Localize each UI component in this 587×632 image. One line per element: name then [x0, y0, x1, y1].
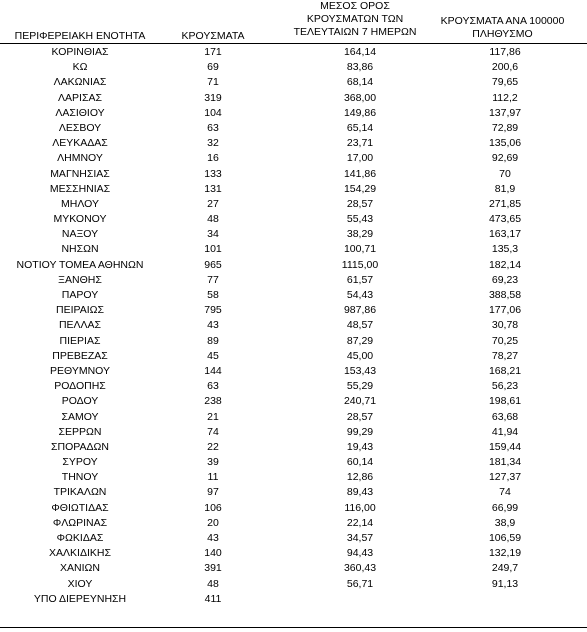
cell-7day-average: 240,71 — [343, 395, 377, 408]
cell-region-unit: ΡΕΘΥΜΝΟΥ — [49, 364, 110, 377]
cell-cases-per-100k: 66,99 — [491, 501, 519, 514]
cell-cases: 58 — [207, 289, 219, 301]
cell-cases: 101 — [204, 243, 222, 256]
header-region-unit — [0, 30, 160, 43]
cell-cases: 43 — [207, 532, 219, 544]
cell-region-unit: ΤΡΙΚΑΛΩΝ — [53, 486, 107, 499]
cell-region-unit: ΜΗΛΟΥ — [61, 197, 99, 210]
cell-cases-per-100k: 177,06 — [488, 304, 522, 317]
cell-7day-average: 22,14 — [346, 516, 374, 529]
cell-cases: 965 — [204, 258, 222, 271]
table-row — [0, 440, 587, 455]
cell-region-unit: ΛΑΡΙΣΑΣ — [58, 91, 102, 104]
cell-7day-average: 164,14 — [343, 46, 377, 58]
table-row — [0, 121, 587, 136]
cell-cases-per-100k: 182,14 — [488, 258, 522, 271]
table-row — [0, 303, 587, 318]
cell-7day-average: 38,29 — [346, 228, 374, 241]
table-row — [0, 227, 587, 242]
cell-cases: 97 — [207, 486, 219, 499]
table-row — [0, 318, 587, 333]
table-row — [0, 151, 587, 166]
cell-cases: 32 — [207, 137, 219, 150]
cell-7day-average: 87,29 — [346, 334, 374, 347]
cell-7day-average: 12,86 — [346, 471, 374, 484]
cell-cases-per-100k: 30,78 — [491, 319, 519, 332]
cell-region-unit: ΝΟΤΙΟΥ ΤΟΜΕΑ ΑΘΗΝΩΝ — [16, 258, 144, 271]
cell-region-unit: ΡΟΔΟΠΗΣ — [54, 380, 106, 393]
cell-region-unit: ΥΠΟ ΔΙΕΡΕΥΝΗΣΗ — [33, 592, 127, 605]
cell-cases: 238 — [204, 395, 222, 408]
cell-7day-average: 17,00 — [346, 152, 374, 165]
cell-cases: 48 — [207, 213, 219, 226]
cell-cases: 89 — [207, 334, 219, 347]
cell-cases: 140 — [204, 547, 222, 560]
cell-cases-per-100k: 106,59 — [488, 532, 522, 544]
table-row — [0, 334, 587, 349]
cell-7day-average: 149,86 — [343, 106, 377, 119]
cell-7day-average: 65,14 — [346, 121, 374, 134]
cell-7day-average: 60,14 — [346, 456, 374, 469]
cell-cases: 171 — [204, 46, 222, 58]
table-row — [0, 470, 587, 485]
cell-cases: 391 — [204, 562, 222, 575]
table-row — [0, 364, 587, 379]
header-7day-average-line2: ΚΡΟΥΣΜΑΤΩΝ ΤΩΝ — [306, 13, 404, 25]
table-row — [0, 531, 587, 546]
table-row — [0, 91, 587, 106]
cell-cases: 144 — [204, 364, 222, 377]
cell-region-unit: ΣΠΟΡΑΔΩΝ — [51, 440, 109, 453]
cell-cases-per-100k: 74 — [499, 486, 511, 499]
cell-cases-per-100k: 117,86 — [489, 46, 521, 58]
cell-cases-per-100k: 135,3 — [491, 243, 519, 256]
table-row — [0, 197, 587, 212]
cell-region-unit: ΛΕΣΒΟΥ — [58, 121, 102, 134]
cell-region-unit: ΠΑΡΟΥ — [61, 289, 99, 301]
table-row — [0, 258, 587, 273]
table-row — [0, 516, 587, 531]
header-7day-average-line1: ΜΕΣΟΣ ΟΡΟΣ — [320, 0, 390, 12]
table-row — [0, 485, 587, 500]
cell-region-unit: ΧΑΝΙΩΝ — [60, 562, 100, 575]
cell-cases-per-100k: 473,65 — [488, 213, 522, 226]
cell-region-unit: ΝΗΣΩΝ — [61, 243, 99, 256]
cell-cases: 74 — [207, 425, 219, 438]
cell-cases-per-100k: 181,34 — [488, 456, 522, 469]
cell-cases: 22 — [207, 440, 219, 453]
cell-7day-average: 1115,00 — [341, 258, 379, 271]
table-bottom-divider — [0, 627, 587, 628]
cell-7day-average: 153,43 — [343, 364, 377, 377]
cell-7day-average: 154,29 — [343, 182, 377, 195]
cell-region-unit: ΠΡΕΒΕΖΑΣ — [52, 349, 108, 362]
table-row — [0, 379, 587, 394]
cell-cases-per-100k: 200,6 — [491, 61, 519, 74]
cell-region-unit: ΧΙΟΥ — [67, 577, 93, 590]
cell-7day-average: 987,86 — [343, 304, 377, 317]
cell-cases-per-100k: 69,23 — [491, 273, 519, 286]
table-row — [0, 60, 587, 75]
cell-cases: 48 — [207, 577, 219, 590]
cell-7day-average: 54,43 — [346, 289, 374, 301]
cell-region-unit: ΝΑΞΟΥ — [61, 228, 99, 241]
cell-region-unit: ΛΕΥΚΑΔΑΣ — [52, 137, 108, 150]
table-row — [0, 273, 587, 288]
cell-region-unit: ΚΩ — [72, 61, 88, 74]
cell-region-unit: ΣΕΡΡΩΝ — [58, 425, 102, 438]
table-row — [0, 394, 587, 409]
cell-cases: 69 — [207, 61, 219, 74]
cell-7day-average: 94,43 — [346, 547, 374, 560]
cell-region-unit: ΠΕΙΡΑΙΩΣ — [56, 304, 104, 317]
cell-7day-average: 89,43 — [346, 486, 374, 499]
header-divider — [0, 43, 587, 44]
table-row — [0, 577, 587, 592]
cell-7day-average: 83,86 — [346, 61, 374, 74]
cell-region-unit: ΦΩΚΙΔΑΣ — [56, 532, 104, 544]
cell-cases-per-100k: 163,17 — [488, 228, 522, 241]
cell-7day-average: 68,14 — [346, 76, 374, 89]
cell-7day-average: 45,00 — [346, 349, 374, 362]
header-cases-per-100k-line1: ΚΡΟΥΣΜΑΤΑ ΑΝΑ 100000 — [440, 15, 565, 27]
cell-cases: 20 — [207, 516, 219, 529]
table-row — [0, 167, 587, 182]
cell-cases-per-100k: 388,58 — [488, 289, 522, 301]
cell-cases-per-100k: 249,7 — [491, 562, 519, 575]
cell-cases-per-100k: 168,21 — [488, 364, 522, 377]
cell-region-unit: ΧΑΛΚΙΔΙΚΗΣ — [49, 547, 111, 560]
table-row — [0, 106, 587, 121]
table-row — [0, 288, 587, 303]
cell-cases-per-100k: 92,69 — [491, 152, 519, 165]
cell-region-unit: ΛΗΜΝΟΥ — [57, 152, 103, 165]
cell-cases: 34 — [207, 228, 219, 241]
cell-region-unit: ΡΟΔΟΥ — [61, 395, 99, 408]
table-row — [0, 561, 587, 576]
table-row — [0, 592, 587, 607]
cell-region-unit: ΣΥΡΟΥ — [62, 456, 98, 469]
cell-cases-per-100k: 70,25 — [491, 334, 519, 347]
cell-cases: 319 — [204, 91, 222, 104]
cell-cases: 106 — [204, 501, 222, 514]
table-row — [0, 45, 587, 60]
cell-cases-per-100k: 63,68 — [491, 410, 519, 423]
header-7day-average — [280, 0, 430, 39]
cell-cases-per-100k: 137,97 — [488, 106, 522, 119]
cell-7day-average: 100,71 — [343, 243, 377, 256]
table-row — [0, 242, 587, 257]
cell-cases-per-100k: 38,9 — [494, 516, 516, 529]
cell-cases-per-100k: 112,2 — [492, 91, 518, 104]
cell-cases: 63 — [207, 121, 219, 134]
cell-7day-average: 99,29 — [346, 425, 374, 438]
cell-region-unit: ΛΑΣΙΘΙΟΥ — [55, 106, 105, 119]
table-row — [0, 75, 587, 90]
cell-region-unit: ΦΘΙΩΤΙΔΑΣ — [51, 501, 109, 514]
cell-cases: 43 — [207, 319, 219, 332]
cell-region-unit: ΠΙΕΡΙΑΣ — [59, 334, 101, 347]
cell-cases: 63 — [207, 380, 219, 393]
cell-region-unit: ΞΑΝΘΗΣ — [58, 273, 102, 286]
cell-cases-per-100k: 70 — [499, 167, 511, 180]
table-row — [0, 501, 587, 516]
cell-7day-average: 56,71 — [346, 577, 374, 590]
cell-cases-per-100k: 271,85 — [488, 197, 522, 210]
header-cases-label: ΚΡΟΥΣΜΑΤΑ — [181, 30, 245, 42]
cell-7day-average: 61,57 — [346, 273, 374, 286]
table-row — [0, 349, 587, 364]
cell-cases-per-100k: 78,27 — [491, 349, 519, 362]
cell-region-unit: ΤΗΝΟΥ — [61, 471, 99, 484]
table-row — [0, 546, 587, 561]
cell-cases-per-100k: 81,9 — [494, 182, 516, 195]
cell-region-unit: ΜΑΓΝΗΣΙΑΣ — [50, 167, 110, 180]
cell-region-unit: ΦΛΩΡΙΝΑΣ — [52, 516, 108, 529]
cell-7day-average: 116,00 — [344, 501, 376, 514]
cell-7day-average: 19,43 — [346, 440, 374, 453]
cell-cases: 411 — [204, 592, 222, 605]
cell-cases: 39 — [207, 456, 219, 469]
cell-region-unit: ΚΟΡΙΝΘΙΑΣ — [51, 46, 109, 58]
table-row — [0, 182, 587, 197]
cell-7day-average: 360,43 — [343, 562, 377, 575]
table-body — [0, 45, 587, 607]
cell-region-unit: ΜΥΚΟΝΟΥ — [53, 213, 107, 226]
header-cases-per-100k — [420, 15, 585, 41]
table-row — [0, 425, 587, 440]
cell-cases-per-100k: 127,37 — [488, 471, 522, 484]
table-row — [0, 410, 587, 425]
cell-region-unit: ΠΕΛΛΑΣ — [58, 319, 102, 332]
table-row — [0, 136, 587, 151]
cell-cases-per-100k: 135,06 — [488, 137, 522, 150]
cell-cases: 45 — [207, 349, 219, 362]
cell-cases-per-100k: 132,19 — [488, 547, 522, 560]
cell-7day-average: 141,86 — [343, 167, 377, 180]
cell-7day-average: 55,43 — [346, 213, 374, 226]
cell-cases-per-100k: 72,89 — [491, 121, 519, 134]
cell-7day-average: 28,57 — [346, 410, 374, 423]
header-cases — [178, 30, 248, 43]
cell-cases-per-100k: 159,44 — [488, 440, 522, 453]
cell-cases: 133 — [204, 167, 222, 180]
cell-7day-average: 48,57 — [346, 319, 374, 332]
cell-cases: 104 — [204, 106, 222, 119]
cell-cases-per-100k: 79,65 — [491, 76, 519, 89]
cell-7day-average: 34,57 — [346, 532, 374, 544]
cell-cases: 21 — [207, 410, 219, 423]
cell-cases: 795 — [204, 304, 222, 317]
cell-cases-per-100k: 91,13 — [491, 577, 519, 590]
cell-region-unit: ΛΑΚΩΝΙΑΣ — [53, 76, 107, 89]
table-row — [0, 212, 587, 227]
cell-cases: 11 — [207, 471, 219, 484]
cell-cases: 16 — [207, 152, 219, 165]
header-region-unit-label: ΠΕΡΙΦΕΡΕΙΑΚΗ ΕΝΟΤΗΤΑ — [14, 30, 146, 42]
header-7day-average-line3: ΤΕΛΕΥΤΑΙΩΝ 7 ΗΜΕΡΩΝ — [293, 26, 417, 38]
cell-cases-per-100k: 56,23 — [491, 380, 519, 393]
header-cases-per-100k-line2: ΠΛΗΘΥΣΜΟ — [472, 28, 533, 40]
cell-7day-average: 28,57 — [346, 197, 374, 210]
cell-7day-average: 368,00 — [343, 91, 377, 104]
cell-cases: 77 — [207, 273, 219, 286]
table-row — [0, 455, 587, 470]
cell-region-unit: ΣΑΜΟΥ — [61, 410, 99, 423]
cell-7day-average: 23,71 — [346, 137, 374, 150]
cell-7day-average: 55,29 — [346, 380, 374, 393]
cell-cases: 27 — [207, 197, 219, 210]
cell-cases-per-100k: 198,61 — [488, 395, 522, 408]
cell-cases: 131 — [204, 182, 222, 195]
cell-cases: 71 — [207, 76, 219, 89]
cell-region-unit: ΜΕΣΣΗΝΙΑΣ — [49, 182, 111, 195]
cell-cases-per-100k: 41,94 — [491, 425, 519, 438]
